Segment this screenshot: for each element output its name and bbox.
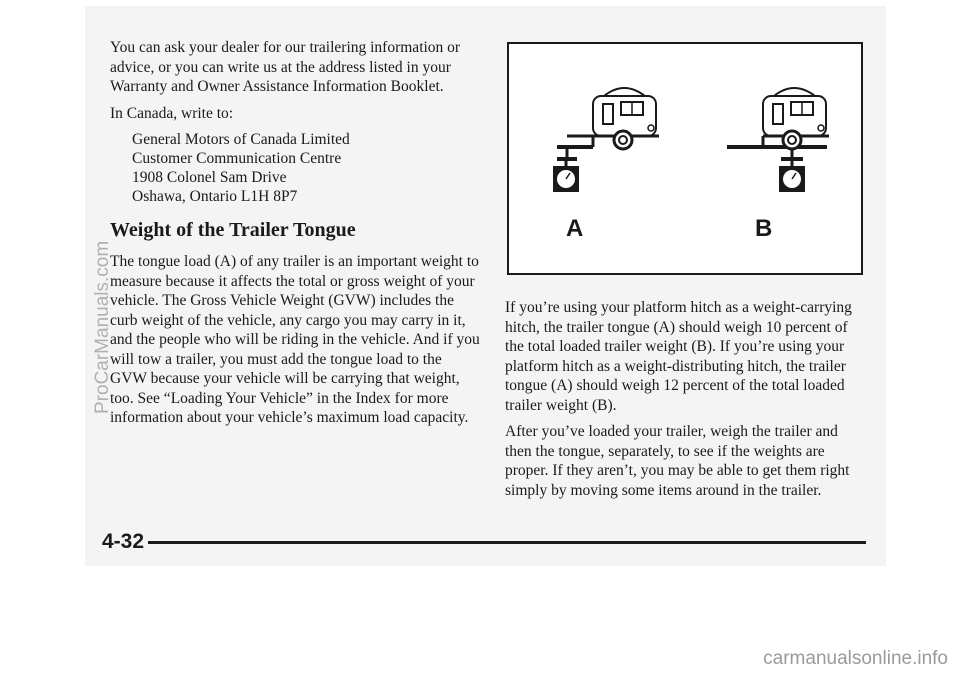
canada-line: In Canada, write to: — [110, 104, 234, 122]
address-line: General Motors of Canada Limited — [132, 131, 350, 148]
mailing-address — [132, 130, 482, 206]
trailer-b-drawing — [727, 88, 829, 192]
address-line: Oshawa, Ontario L1H 8P7 — [132, 188, 298, 205]
side-watermark: ProCarManuals.com — [92, 240, 113, 414]
intro-paragraph: You can ask your dealer for our trailering information or advice, or you can write us at the address listed in your Warranty and Owner Assistance Information Booklet. — [110, 39, 461, 95]
figure-label-a: A — [566, 215, 584, 242]
footer-rule — [148, 541, 866, 544]
address-line: 1908 Colonel Sam Drive — [132, 169, 287, 186]
section-heading: Weight of the Trailer Tongue — [110, 219, 356, 241]
right-column — [505, 298, 867, 507]
figure-label-b: B — [755, 215, 773, 242]
page-number: 4-32 — [102, 530, 145, 553]
hitch-weight-paragraph: If you’re using your platform hitch as a weight-carrying hitch, the trailer tongue (A) should weigh 10 percent of the total loaded trailer weight (B). If you’re using your platform hitch as a weight-distributing hitch, the trailer tongue (A) should weigh 12 percent of the total loaded trailer weight (B). — [505, 299, 852, 414]
tongue-load-paragraph: The tongue load (A) of any trailer is an important weight to measure because it affects the total or gross weight of your vehicle. The Gross Vehicle Weight (GVW) includes the curb weight of the vehicle, any cargo you may carry in it, and the people who will be riding in the vehicle. And if you will tow a trailer, you must add the tongue load to the GVW because your vehicle will be carrying that weight, too. See “Loading Your Vehicle” in the Index for more information about your vehicle’s maximum load capacity. — [110, 253, 480, 426]
bottom-watermark: carmanualsonline.info — [763, 648, 948, 669]
loading-advice-paragraph: After you’ve loaded your trailer, weigh the trailer and then the tongue, separately, to see if the weights are proper. If they aren’t, you may be able to get them right simply by moving some items around in the trailer. — [505, 423, 850, 499]
address-line: Customer Communication Centre — [132, 150, 342, 167]
trailer-a-drawing — [553, 88, 659, 192]
left-column — [110, 38, 482, 435]
trailer-weighing-figure — [507, 42, 863, 275]
trailer-illustration — [509, 44, 861, 273]
